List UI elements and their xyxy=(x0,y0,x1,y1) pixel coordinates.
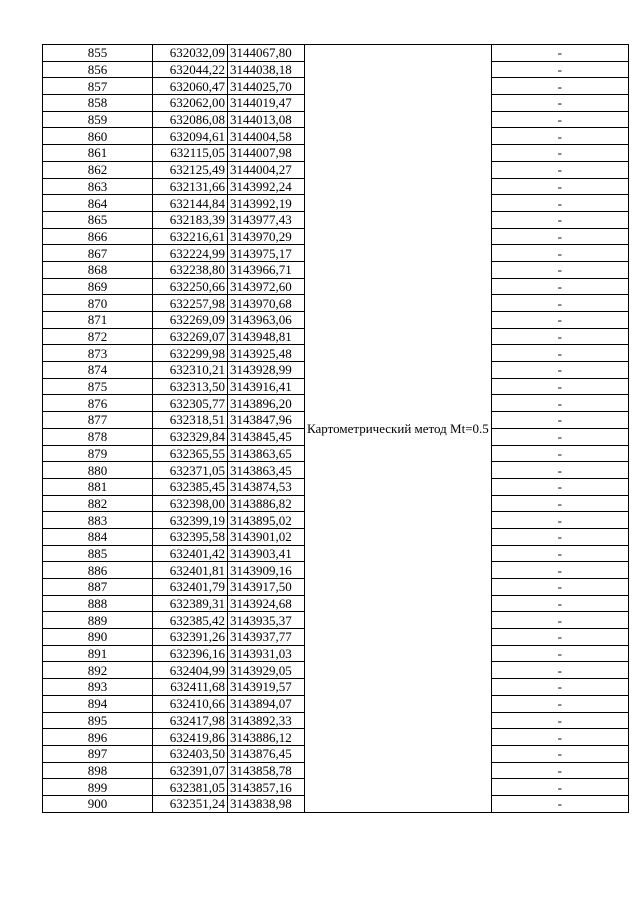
x-coordinate-cell: 632329,84 xyxy=(153,428,228,445)
x-coordinate-cell: 632044,22 xyxy=(153,61,228,78)
dash-cell: - xyxy=(491,595,628,612)
y-coordinate-cell: 3143931,03 xyxy=(228,645,305,662)
dash-cell: - xyxy=(491,779,628,796)
point-number-cell: 887 xyxy=(43,579,153,596)
dash-cell: - xyxy=(491,395,628,412)
dash-cell: - xyxy=(491,545,628,562)
x-coordinate-cell: 632401,81 xyxy=(153,562,228,579)
y-coordinate-cell: 3144013,08 xyxy=(228,111,305,128)
point-number-cell: 876 xyxy=(43,395,153,412)
point-number-cell: 882 xyxy=(43,495,153,512)
coordinates-table-body xyxy=(43,45,629,813)
x-coordinate-cell: 632371,05 xyxy=(153,462,228,479)
y-coordinate-cell: 3144004,27 xyxy=(228,161,305,178)
y-coordinate-cell: 3143928,99 xyxy=(228,362,305,379)
dash-cell: - xyxy=(491,428,628,445)
point-number-cell: 865 xyxy=(43,211,153,228)
x-coordinate-cell: 632269,09 xyxy=(153,312,228,329)
point-number-cell: 859 xyxy=(43,111,153,128)
y-coordinate-cell: 3143966,71 xyxy=(228,261,305,278)
dash-cell: - xyxy=(491,128,628,145)
point-number-cell: 874 xyxy=(43,362,153,379)
point-number-cell: 892 xyxy=(43,662,153,679)
x-coordinate-cell: 632398,00 xyxy=(153,495,228,512)
y-coordinate-cell: 3143903,41 xyxy=(228,545,305,562)
dash-cell: - xyxy=(491,712,628,729)
y-coordinate-cell: 3143874,53 xyxy=(228,478,305,495)
dash-cell: - xyxy=(491,378,628,395)
x-coordinate-cell: 632094,61 xyxy=(153,128,228,145)
x-coordinate-cell: 632401,42 xyxy=(153,545,228,562)
point-number-cell: 855 xyxy=(43,45,153,62)
table-row xyxy=(43,45,629,62)
x-coordinate-cell: 632144,84 xyxy=(153,195,228,212)
x-coordinate-cell: 632395,58 xyxy=(153,528,228,545)
y-coordinate-cell: 3143886,82 xyxy=(228,495,305,512)
x-coordinate-cell: 632385,42 xyxy=(153,612,228,629)
y-coordinate-cell: 3144038,18 xyxy=(228,61,305,78)
y-coordinate-cell: 3143896,20 xyxy=(228,395,305,412)
y-coordinate-cell: 3143919,57 xyxy=(228,679,305,696)
point-number-cell: 886 xyxy=(43,562,153,579)
y-coordinate-cell: 3143901,02 xyxy=(228,528,305,545)
x-coordinate-cell: 632389,31 xyxy=(153,595,228,612)
y-coordinate-cell: 3143937,77 xyxy=(228,629,305,646)
x-coordinate-cell: 632385,45 xyxy=(153,478,228,495)
dash-cell: - xyxy=(491,695,628,712)
point-number-cell: 877 xyxy=(43,412,153,429)
x-coordinate-cell: 632086,08 xyxy=(153,111,228,128)
dash-cell: - xyxy=(491,245,628,262)
dash-cell: - xyxy=(491,412,628,429)
x-coordinate-cell: 632216,61 xyxy=(153,228,228,245)
x-coordinate-cell: 632299,98 xyxy=(153,345,228,362)
x-coordinate-cell: 632115,05 xyxy=(153,145,228,162)
y-coordinate-cell: 3143972,60 xyxy=(228,278,305,295)
point-number-cell: 860 xyxy=(43,128,153,145)
point-number-cell: 896 xyxy=(43,729,153,746)
point-number-cell: 900 xyxy=(43,795,153,812)
point-number-cell: 885 xyxy=(43,545,153,562)
point-number-cell: 872 xyxy=(43,328,153,345)
x-coordinate-cell: 632419,86 xyxy=(153,729,228,746)
dash-cell: - xyxy=(491,145,628,162)
dash-cell: - xyxy=(491,612,628,629)
dash-cell: - xyxy=(491,362,628,379)
x-coordinate-cell: 632183,39 xyxy=(153,211,228,228)
x-coordinate-cell: 632417,98 xyxy=(153,712,228,729)
dash-cell: - xyxy=(491,512,628,529)
point-number-cell: 883 xyxy=(43,512,153,529)
point-number-cell: 868 xyxy=(43,261,153,278)
point-number-cell: 895 xyxy=(43,712,153,729)
y-coordinate-cell: 3143970,29 xyxy=(228,228,305,245)
point-number-cell: 861 xyxy=(43,145,153,162)
x-coordinate-cell: 632365,55 xyxy=(153,445,228,462)
dash-cell: - xyxy=(491,45,628,62)
point-number-cell: 864 xyxy=(43,195,153,212)
dash-cell: - xyxy=(491,795,628,812)
y-coordinate-cell: 3143924,68 xyxy=(228,595,305,612)
x-coordinate-cell: 632032,09 xyxy=(153,45,228,62)
x-coordinate-cell: 632403,50 xyxy=(153,745,228,762)
y-coordinate-cell: 3143892,33 xyxy=(228,712,305,729)
point-number-cell: 890 xyxy=(43,629,153,646)
dash-cell: - xyxy=(491,178,628,195)
x-coordinate-cell: 632391,07 xyxy=(153,762,228,779)
method-cell: Картометрический метод Mt=0.5 xyxy=(305,45,492,813)
x-coordinate-cell: 632381,05 xyxy=(153,779,228,796)
point-number-cell: 879 xyxy=(43,445,153,462)
x-coordinate-cell: 632313,50 xyxy=(153,378,228,395)
point-number-cell: 893 xyxy=(43,679,153,696)
x-coordinate-cell: 632305,77 xyxy=(153,395,228,412)
point-number-cell: 862 xyxy=(43,161,153,178)
y-coordinate-cell: 3143847,96 xyxy=(228,412,305,429)
y-coordinate-cell: 3143975,17 xyxy=(228,245,305,262)
y-coordinate-cell: 3143948,81 xyxy=(228,328,305,345)
dash-cell: - xyxy=(491,729,628,746)
x-coordinate-cell: 632391,26 xyxy=(153,629,228,646)
point-number-cell: 894 xyxy=(43,695,153,712)
x-coordinate-cell: 632062,00 xyxy=(153,95,228,112)
point-number-cell: 888 xyxy=(43,595,153,612)
y-coordinate-cell: 3143916,41 xyxy=(228,378,305,395)
dash-cell: - xyxy=(491,61,628,78)
point-number-cell: 878 xyxy=(43,428,153,445)
x-coordinate-cell: 632396,16 xyxy=(153,645,228,662)
dash-cell: - xyxy=(491,211,628,228)
y-coordinate-cell: 3143886,12 xyxy=(228,729,305,746)
point-number-cell: 875 xyxy=(43,378,153,395)
dash-cell: - xyxy=(491,679,628,696)
point-number-cell: 869 xyxy=(43,278,153,295)
dash-cell: - xyxy=(491,111,628,128)
x-coordinate-cell: 632318,51 xyxy=(153,412,228,429)
x-coordinate-cell: 632399,19 xyxy=(153,512,228,529)
dash-cell: - xyxy=(491,495,628,512)
y-coordinate-cell: 3144004,58 xyxy=(228,128,305,145)
point-number-cell: 899 xyxy=(43,779,153,796)
y-coordinate-cell: 3143977,43 xyxy=(228,211,305,228)
dash-cell: - xyxy=(491,78,628,95)
dash-cell: - xyxy=(491,462,628,479)
y-coordinate-cell: 3143935,37 xyxy=(228,612,305,629)
point-number-cell: 858 xyxy=(43,95,153,112)
y-coordinate-cell: 3143929,05 xyxy=(228,662,305,679)
x-coordinate-cell: 632401,79 xyxy=(153,579,228,596)
dash-cell: - xyxy=(491,261,628,278)
dash-cell: - xyxy=(491,478,628,495)
y-coordinate-cell: 3143992,24 xyxy=(228,178,305,195)
y-coordinate-cell: 3143894,07 xyxy=(228,695,305,712)
dash-cell: - xyxy=(491,161,628,178)
y-coordinate-cell: 3143863,65 xyxy=(228,445,305,462)
dash-cell: - xyxy=(491,762,628,779)
dash-cell: - xyxy=(491,195,628,212)
point-number-cell: 880 xyxy=(43,462,153,479)
x-coordinate-cell: 632250,66 xyxy=(153,278,228,295)
y-coordinate-cell: 3143838,98 xyxy=(228,795,305,812)
y-coordinate-cell: 3143963,06 xyxy=(228,312,305,329)
point-number-cell: 897 xyxy=(43,745,153,762)
point-number-cell: 884 xyxy=(43,528,153,545)
dash-cell: - xyxy=(491,662,628,679)
dash-cell: - xyxy=(491,528,628,545)
x-coordinate-cell: 632351,24 xyxy=(153,795,228,812)
x-coordinate-cell: 632257,98 xyxy=(153,295,228,312)
dash-cell: - xyxy=(491,295,628,312)
y-coordinate-cell: 3143992,19 xyxy=(228,195,305,212)
dash-cell: - xyxy=(491,312,628,329)
y-coordinate-cell: 3143857,16 xyxy=(228,779,305,796)
y-coordinate-cell: 3143917,50 xyxy=(228,579,305,596)
x-coordinate-cell: 632238,80 xyxy=(153,261,228,278)
dash-cell: - xyxy=(491,579,628,596)
y-coordinate-cell: 3143858,78 xyxy=(228,762,305,779)
point-number-cell: 857 xyxy=(43,78,153,95)
dash-cell: - xyxy=(491,95,628,112)
x-coordinate-cell: 632269,07 xyxy=(153,328,228,345)
point-number-cell: 898 xyxy=(43,762,153,779)
y-coordinate-cell: 3143909,16 xyxy=(228,562,305,579)
dash-cell: - xyxy=(491,745,628,762)
dash-cell: - xyxy=(491,445,628,462)
y-coordinate-cell: 3143895,02 xyxy=(228,512,305,529)
point-number-cell: 881 xyxy=(43,478,153,495)
dash-cell: - xyxy=(491,645,628,662)
x-coordinate-cell: 632411,68 xyxy=(153,679,228,696)
point-number-cell: 871 xyxy=(43,312,153,329)
dash-cell: - xyxy=(491,345,628,362)
x-coordinate-cell: 632224,99 xyxy=(153,245,228,262)
x-coordinate-cell: 632404,99 xyxy=(153,662,228,679)
point-number-cell: 863 xyxy=(43,178,153,195)
point-number-cell: 867 xyxy=(43,245,153,262)
x-coordinate-cell: 632310,21 xyxy=(153,362,228,379)
y-coordinate-cell: 3143925,48 xyxy=(228,345,305,362)
x-coordinate-cell: 632410,66 xyxy=(153,695,228,712)
point-number-cell: 891 xyxy=(43,645,153,662)
point-number-cell: 889 xyxy=(43,612,153,629)
dash-cell: - xyxy=(491,562,628,579)
y-coordinate-cell: 3143876,45 xyxy=(228,745,305,762)
point-number-cell: 856 xyxy=(43,61,153,78)
y-coordinate-cell: 3143845,45 xyxy=(228,428,305,445)
dash-cell: - xyxy=(491,278,628,295)
y-coordinate-cell: 3144007,98 xyxy=(228,145,305,162)
y-coordinate-cell: 3143970,68 xyxy=(228,295,305,312)
y-coordinate-cell: 3144025,70 xyxy=(228,78,305,95)
y-coordinate-cell: 3143863,45 xyxy=(228,462,305,479)
x-coordinate-cell: 632131,66 xyxy=(153,178,228,195)
point-number-cell: 870 xyxy=(43,295,153,312)
dash-cell: - xyxy=(491,629,628,646)
x-coordinate-cell: 632060,47 xyxy=(153,78,228,95)
dash-cell: - xyxy=(491,228,628,245)
y-coordinate-cell: 3144067,80 xyxy=(228,45,305,62)
point-number-cell: 866 xyxy=(43,228,153,245)
point-number-cell: 873 xyxy=(43,345,153,362)
coordinates-table xyxy=(42,44,629,813)
y-coordinate-cell: 3144019,47 xyxy=(228,95,305,112)
dash-cell: - xyxy=(491,328,628,345)
x-coordinate-cell: 632125,49 xyxy=(153,161,228,178)
